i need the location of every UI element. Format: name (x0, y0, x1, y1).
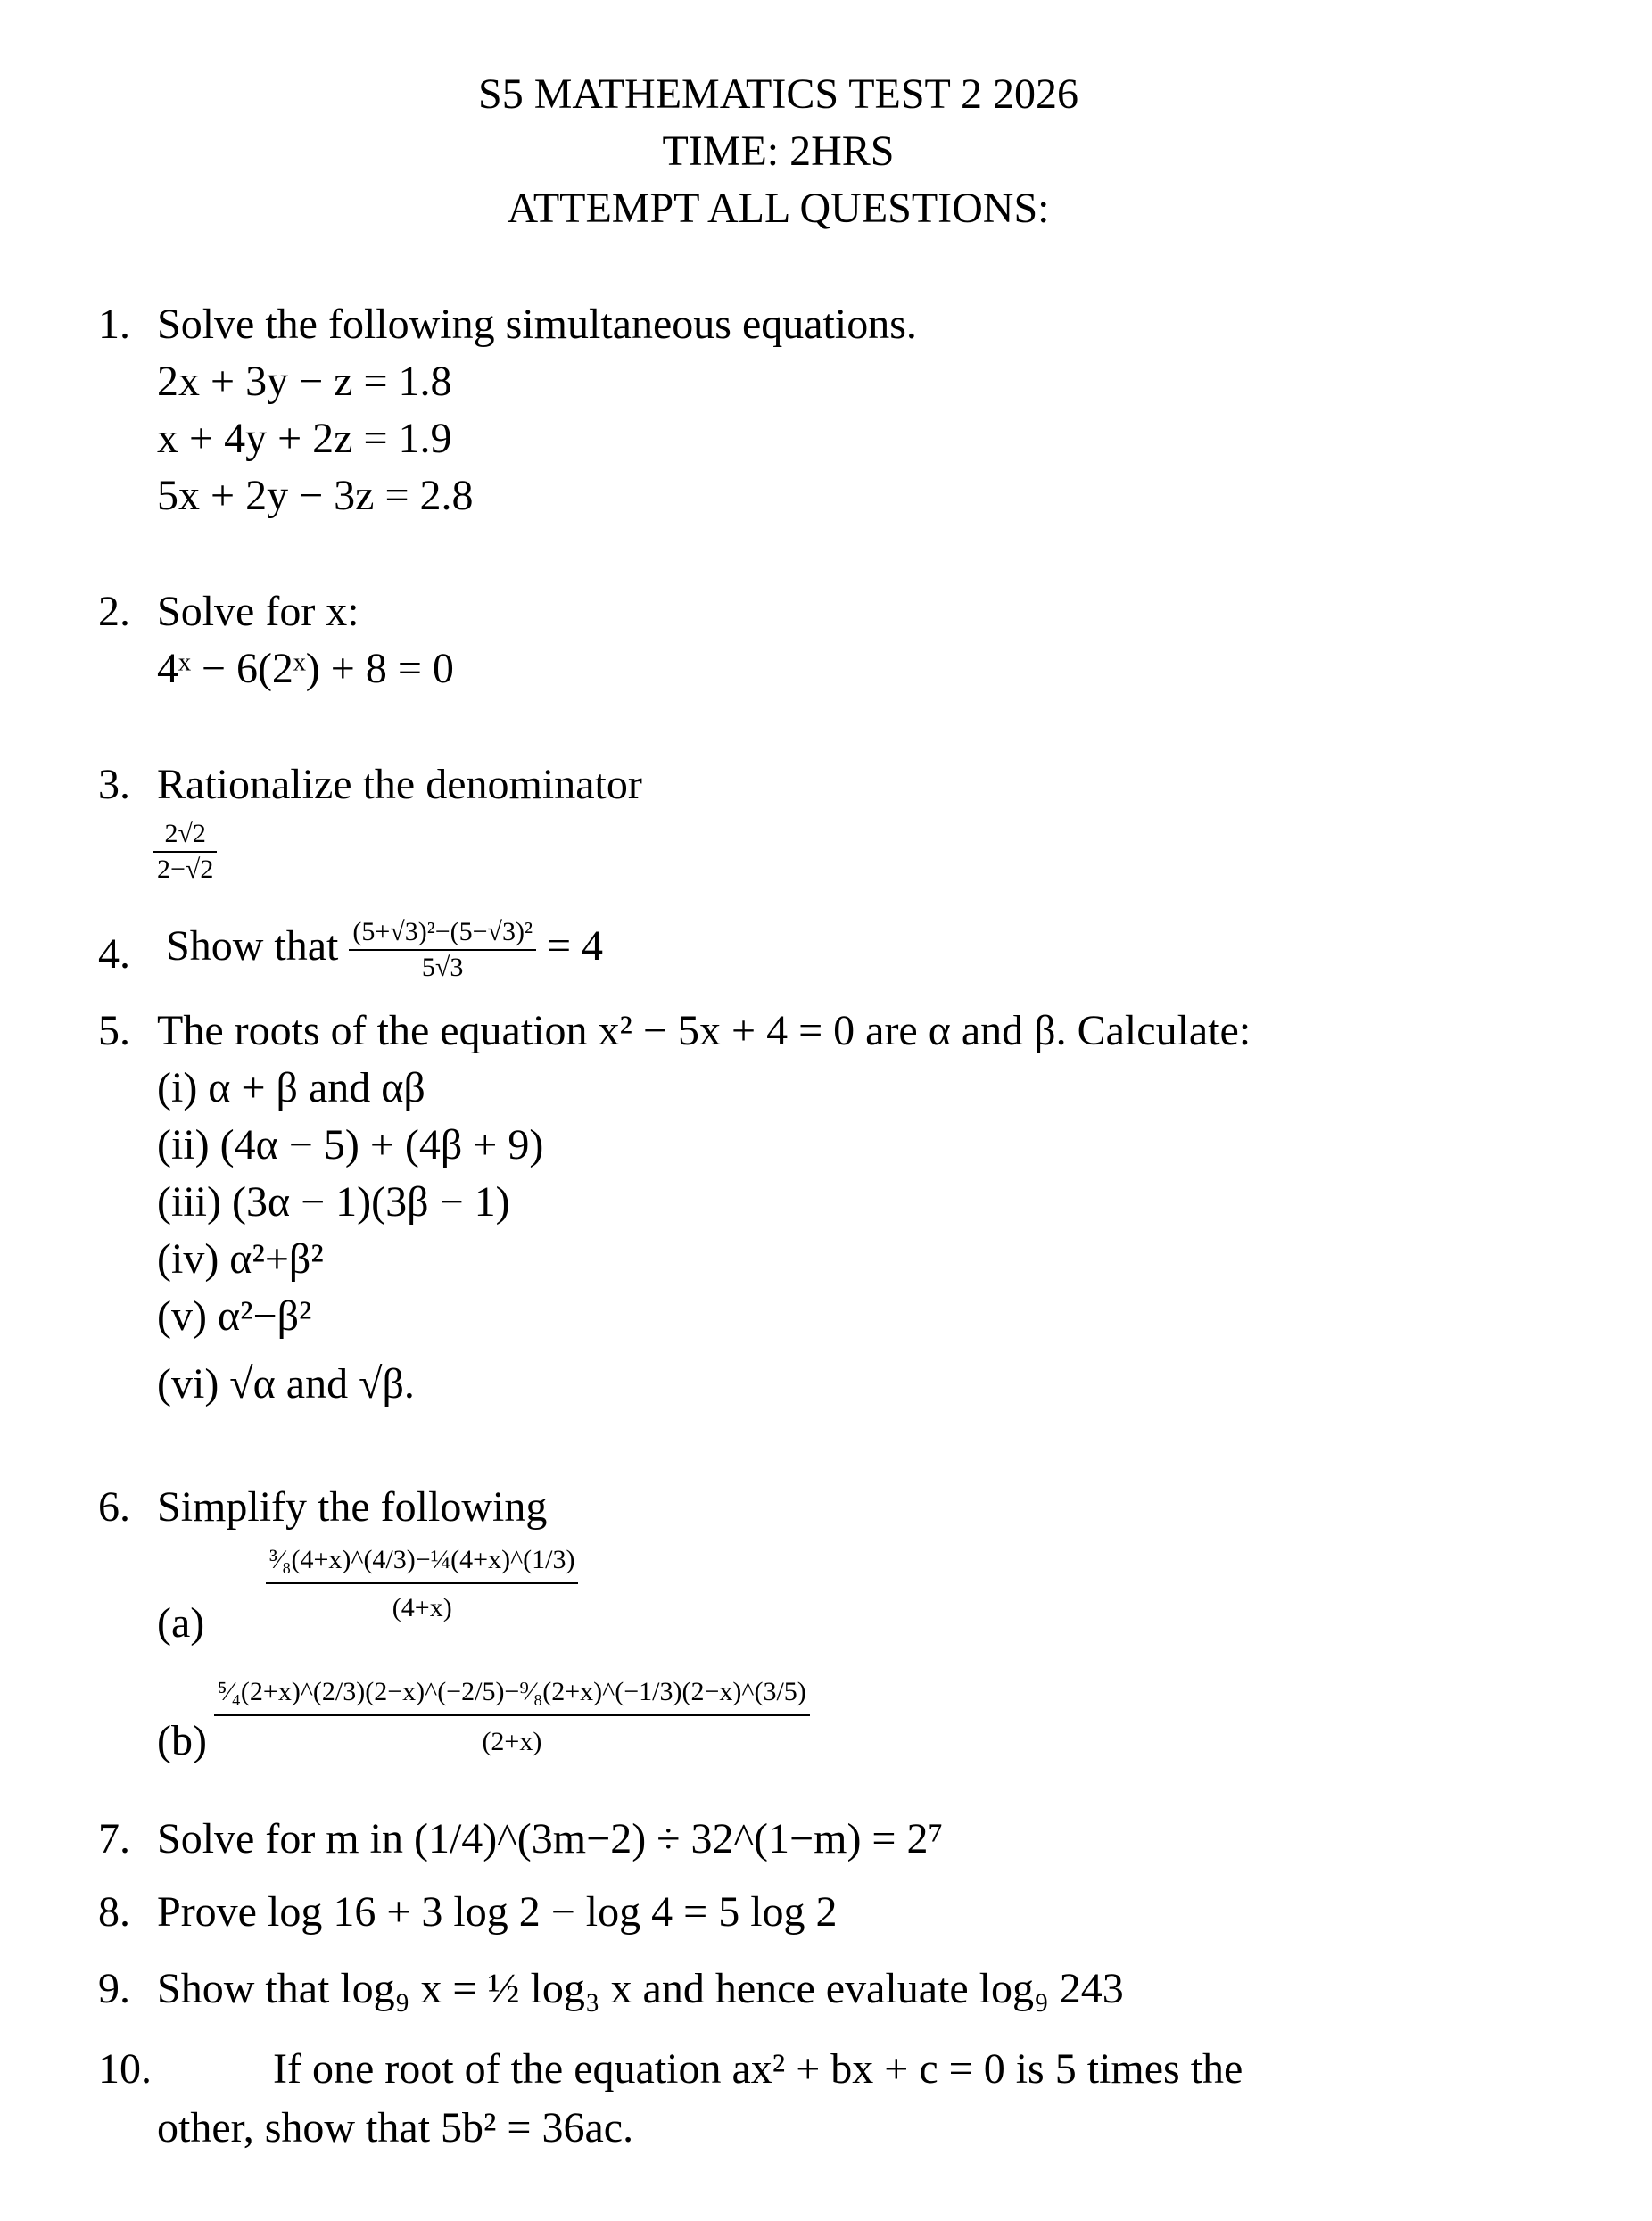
question-3-fraction (153, 819, 217, 885)
question-3-denominator: 2−√2 (157, 855, 214, 884)
question-1-equation-2: x + 4y + 2z = 1.9 (157, 415, 452, 462)
question-4-number: 4. (98, 930, 130, 978)
question-4-text: Show that (166, 922, 339, 970)
question-1-equation-3: 5x + 2y − 3z = 2.8 (157, 472, 474, 519)
question-4-line (166, 917, 603, 983)
question-2-text: Solve for x: (157, 588, 359, 635)
question-6a-fraction (266, 1545, 578, 1623)
question-5-part-vi: (vi) √α and √β. (157, 1360, 415, 1408)
question-4-fraction (349, 917, 536, 983)
question-1-equation-1: 2x + 3y − z = 1.8 (157, 358, 452, 405)
question-6b-expression (214, 1677, 810, 1757)
question-7-text: Solve for m in (1/4)^(3m−2) ÷ 32^(1−m) = 2⁷ (157, 1815, 944, 1862)
question-3-text: Rationalize the denominator (157, 761, 642, 808)
test-instruction: ATTEMPT ALL QUESTIONS: (507, 185, 1050, 232)
question-6-number: 6. (98, 1483, 130, 1531)
question-9-number: 9. (98, 1965, 130, 2012)
question-4-rhs: = 4 (546, 922, 604, 970)
question-5-part-iv: (iv) α²+β² (157, 1235, 324, 1283)
question-8-text: Prove log 16 + 3 log 2 − log 4 = 5 log 2 (157, 1888, 838, 1936)
question-6a-numerator: ³⁄₈(4+x)^(4/3)−¼(4+x)^(1/3) (266, 1545, 578, 1584)
question-3-number: 3. (98, 761, 130, 808)
question-3-fraction-block (153, 819, 217, 885)
question-6b-denominator: (2+x) (482, 1727, 542, 1756)
question-6a-label: (a) (157, 1599, 205, 1647)
question-2-number: 2. (98, 588, 130, 635)
question-1-number: 1. (98, 301, 130, 348)
question-6-text: Simplify the following (157, 1483, 548, 1531)
question-2-equation: 4ˣ − 6(2ˣ) + 8 = 0 (157, 645, 454, 692)
question-5-part-ii: (ii) (4α − 5) + (4β + 9) (157, 1121, 544, 1168)
question-6b-numerator: ⁵⁄₄(2+x)^(2/3)(2−x)^(−2/5)−⁹⁄₈(2+x)^(−1/3)(2−x)^(3/5) (214, 1677, 810, 1716)
test-title: S5 MATHEMATICS TEST 2 2026 (478, 70, 1078, 118)
question-10-text: If one root of the equation ax² + bx + c = 0 is 5 times the (273, 2045, 1243, 2093)
question-1-text: Solve the following simultaneous equations. (157, 301, 917, 348)
question-5-number: 5. (98, 1007, 130, 1054)
question-6b-label: (b) (157, 1717, 207, 1764)
question-6a-expression (266, 1545, 578, 1623)
test-time: TIME: 2HRS (662, 128, 895, 175)
question-5-part-iii: (iii) (3α − 1)(3β − 1) (157, 1178, 510, 1226)
question-5-part-i: (i) α + β and αβ (157, 1064, 425, 1111)
question-6b-fraction (214, 1677, 810, 1757)
question-4-numerator: (5+√3)²−(5−√3)² (349, 917, 536, 951)
question-9-text: Show that log₉ x = ½ log₃ x and hence evaluate log₉ 243 (157, 1965, 1124, 2012)
question-8-number: 8. (98, 1888, 130, 1936)
question-6a-denominator: (4+x) (392, 1593, 452, 1622)
question-10-number: 10. (98, 2045, 152, 2093)
question-10-text-continued: other, show that 5b² = 36ac. (157, 2104, 634, 2151)
question-3-numerator: 2√2 (153, 819, 217, 853)
question-4-denominator: 5√3 (421, 953, 464, 982)
question-5-text: The roots of the equation x² − 5x + 4 = 0 are α and β. Calculate: (157, 1007, 1251, 1054)
question-7-number: 7. (98, 1815, 130, 1862)
question-5-part-v: (v) α²−β² (157, 1292, 312, 1340)
